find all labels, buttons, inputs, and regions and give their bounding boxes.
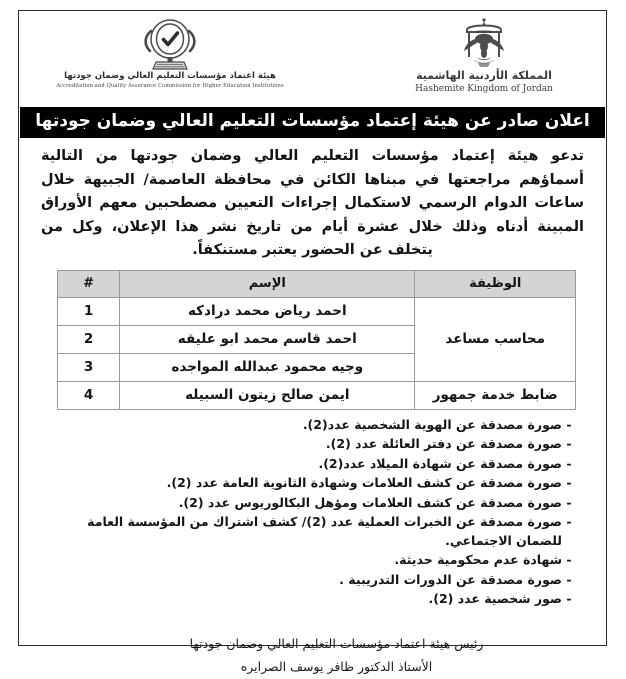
bullet-dash-icon: - [566,436,572,452]
table-row [58,297,576,325]
document-page [18,10,607,675]
kingdom-name-arabic: المملكة الأردنية الهاشمية [416,69,552,82]
column-header-name: الإسم [120,270,415,297]
list-item [57,474,576,493]
list-item [57,455,576,474]
bullet-dash-icon: - [566,591,572,607]
commission-name-arabic: هيئة اعتماد مؤسسات التعليم العالي وضمان جودتها [64,71,276,81]
bullet-dash-icon: - [566,514,572,530]
table-row [58,381,576,409]
list-item [57,551,576,570]
bullet-dash-icon: - [566,552,572,568]
kingdom-logo-block [394,17,574,94]
commission-name-english: Accreditation and Quality Assurance Commission for Higher Education Institutions [56,82,284,89]
bullet-dash-icon: - [566,571,572,587]
list-item-text: صورة مصدقة عن شهادة الميلاد عدد(2). [318,455,562,471]
announcement-intro-paragraph: تدعو هيئة إعتماد مؤسسات التعليم العالي وضمان جودتها من التالية أسماؤهم مراجعتها في مبناها الكائن في محافظة العاصمة/ الجبيهة خلال ساعات الدوام الرسمي لاستكمال إجراءات التعيين مصطحبين معهم الأوراق المبينة أدناه وذلك خلال عشرة أيام من تاريخ نشر هذا الإعلان، وكل من يتخلف عن الحضور يعتبر مستنكفاً. [41,148,584,259]
list-item [57,571,576,590]
list-item [57,494,576,513]
jordan-coat-of-arms-icon [455,17,513,69]
required-documents-list [19,410,606,609]
commission-logo-block [45,17,295,89]
list-item-text: صورة مصدقة عن الدورات التدريبية . [339,571,562,587]
cell-number: 4 [58,381,120,409]
bullet-dash-icon: - [566,416,572,432]
cell-job: محاسب مساعد [415,297,576,381]
list-item [57,513,576,550]
list-item-text: صورة مصدقة عن الخبرات العملية عدد (2)/ كشف اشتراك من المؤسسة العامة للضمان الاجتماعي. [87,514,562,548]
cell-number: 1 [58,297,120,325]
signatory-title: رئيس هيئة اعتماد مؤسسات التعليم العالي وضمان جودتها [189,635,484,651]
kingdom-name-english: Hashemite Kingdom of Jordan [415,83,553,94]
checkmark-seal-emblem-icon [138,17,202,71]
cell-name: احمد قاسم محمد ابو عليقه [120,325,415,353]
list-item-text: صورة مصدقة عن كشف العلامات ومؤهل البكالوريوس عدد (2). [178,494,562,510]
cell-name: احمد رياض محمد درادكه [120,297,415,325]
cell-job: ضابط خدمة جمهور [415,381,576,409]
list-item [57,435,576,454]
list-item-text: صورة مصدقة عن كشف العلامات وشهادة الثانوية العامة عدد (2). [166,475,562,491]
signature-block [19,610,606,679]
cell-number: 3 [58,353,120,381]
signatory-name: الأستاذ الدكتور ظافر يوسف الصرايره [240,659,433,675]
announcement-title: اعلان صادر عن هيئة إعتماد مؤسسات التعليم العالي وضمان جودتها [20,107,605,138]
bullet-dash-icon: - [566,494,572,510]
list-item [57,590,576,609]
document-header [19,11,606,107]
applicants-table-container [19,267,606,410]
column-header-number: # [58,270,120,297]
list-item-text: صورة مصدقة عن الهوية الشخصية عدد(2). [302,416,562,432]
table-header-row [58,270,576,297]
list-item-text: صور شخصية عدد (2). [428,591,562,607]
list-item-text: شهادة عدم محكومية حديثة. [394,552,562,568]
cell-number: 2 [58,325,120,353]
bullet-dash-icon: - [566,455,572,471]
applicants-table [57,270,576,410]
cell-name: وجيه محمود عبدالله المواجده [120,353,415,381]
column-header-job: الوظيفة [415,270,576,297]
cell-name: ايمن صالح زيتون السبيله [120,381,415,409]
list-item-text: صورة مصدقة عن دفتر العائلة عدد (2). [325,436,562,452]
list-item [57,416,576,435]
bullet-dash-icon: - [566,475,572,491]
